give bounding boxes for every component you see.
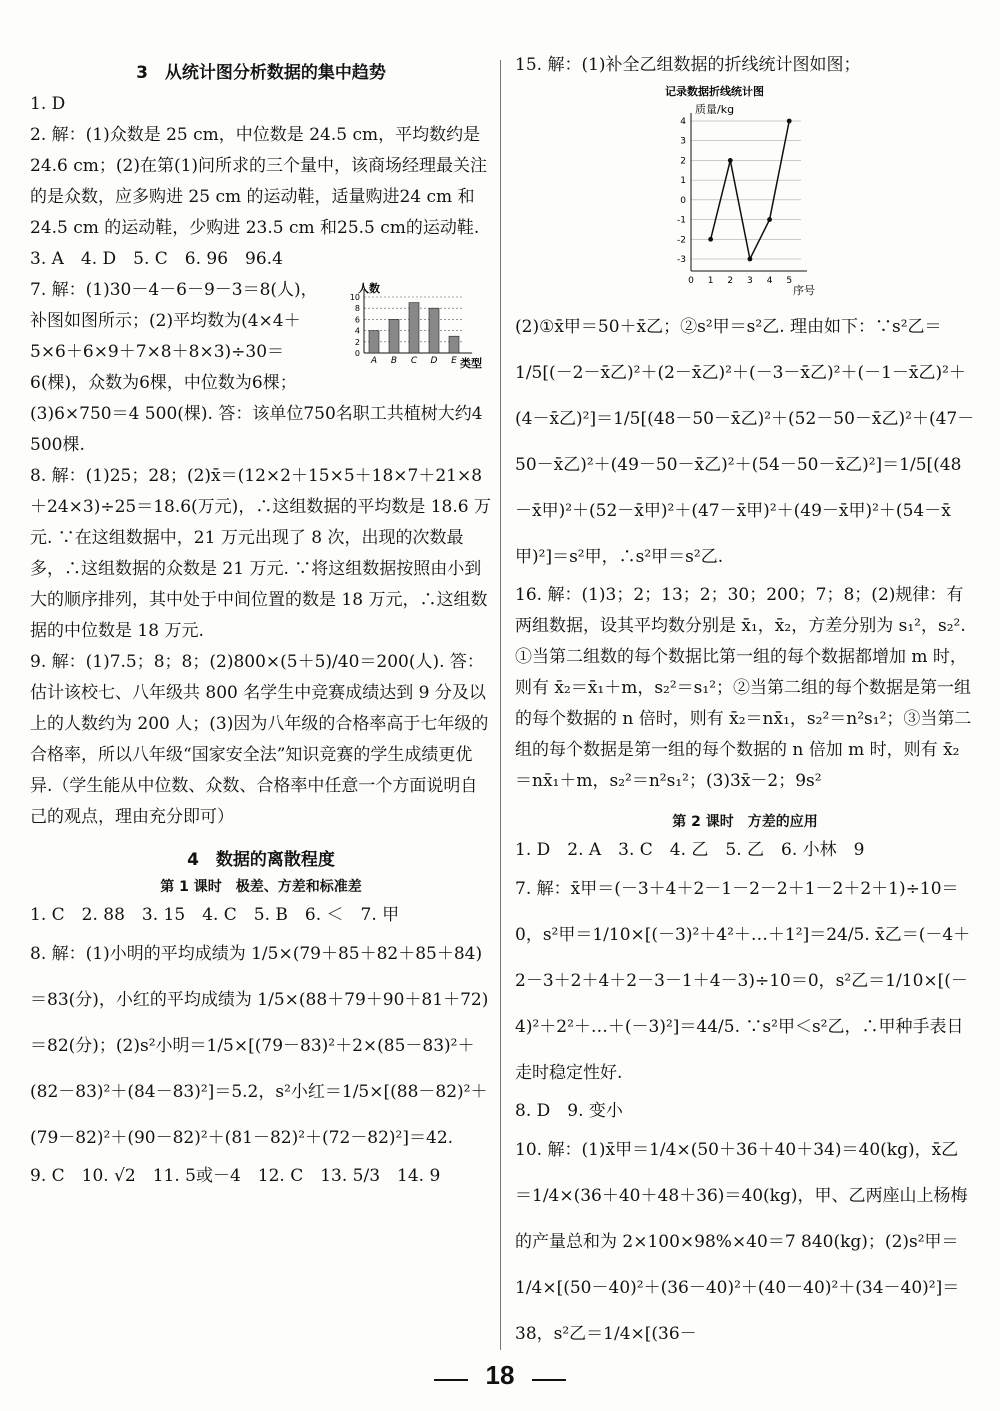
line-chart-point: [748, 257, 753, 262]
line-chart-ylabel: 质量/kg: [695, 103, 735, 116]
bar-chart-category-label: D: [430, 356, 438, 366]
bar-chart-ytick: 6: [354, 315, 360, 325]
line-chart-title: 记录数据折线统计图: [665, 85, 764, 98]
line-chart-point: [728, 158, 733, 163]
answer-1: 1. D: [30, 94, 66, 114]
footer-dash-left: [434, 1379, 468, 1381]
bar-chart-bar: [429, 308, 439, 353]
answer-2: 2. 解：(1)众数是 25 cm，中位数是 24.5 cm，平均数约是 24.6 cm；(2)在第(1)问所求的三个量中，该商场经理最关注的是众数，应多购进 25 cm 的运动鞋，适量购进24 cm 和 24.5 cm 的运动鞋，少购进 23.5 cm 和25.5 cm的运动鞋.: [30, 125, 488, 238]
line-chart-point: [767, 217, 772, 222]
lesson-1-title: 第 1 课时 极差、方差和标准差: [160, 879, 362, 895]
answer-10-lesson2: 10. 解：(1)x̄甲＝1/4×(50＋36＋40＋34)＝40(kg)，x̄乙＝1/4×(36＋40＋48＋36)＝40(kg)，甲、乙两座山上杨梅的产量总和为 2×100×98%×40＝7 840(kg)；(2)s²甲＝1/4×[(50－40)²＋(36－40)²＋(40－40)²＋(34－40)²]＝38，s²乙＝1/4×[(36－: [515, 1140, 968, 1344]
answer-1-6-lesson2: 1. D 2. A 3. C 4. 乙 5. 乙 6. 小林 9: [515, 840, 865, 860]
line-chart-ytick: -2: [677, 235, 686, 246]
line-chart-xtick: 0: [688, 276, 694, 286]
bar-chart-bar: [409, 303, 419, 353]
bar-chart-ytick: 8: [354, 304, 360, 314]
answer-8-lesson1: 8. 解：(1)小明的平均成绩为 1/5×(79＋85＋82＋85＋84)＝83(分)，小红的平均成绩为 1/5×(88＋79＋90＋81＋72)＝82(分)；(2)s²小明＝1/5×[(79－83)²＋2×(85－83)²＋(82－83)²＋(84－83)²]＝5.2，s²小红＝1/5×[(88－82)²＋(79－82)²＋(90－82)²＋(81－82)²＋(72－82)²]＝42.: [30, 944, 489, 1148]
answer-15-part2: (2)①x̄甲＝50＋x̄乙；②s²甲＝s²乙. 理由如下：∵s²乙＝1/5[(－2－x̄乙)²＋(2－x̄乙)²＋(－3－x̄乙)²＋(－1－x̄乙)²＋(4－x̄乙)²]＝1/5[(48－50－x̄乙)²＋(52－50－x̄乙)²＋(47－50－x̄乙)²＋(49－50－x̄乙)²＋(54－50－x̄乙)²]＝1/5[(48－x̄甲)²＋(52－x̄甲)²＋(47－x̄甲)²＋(49－x̄甲)²＋(54－x̄甲)²]＝s²甲，∴s²甲＝s²乙.: [515, 317, 975, 567]
line-chart-series-line: [711, 121, 790, 259]
answer-7-lesson2: 7. 解：x̄甲＝(－3＋4＋2－1－2－2＋1－2＋2＋1)÷10＝0，s²甲＝1/10×[(－3)²＋4²＋…＋1²]＝24/5. x̄乙＝(－4＋2－3＋2＋4＋2－3－1＋4－3)÷10＝0，s²乙＝1/10×[(－4)²＋2²＋…＋(－3)²]＝44/5. ∵s²甲＜s²乙，∴甲种手表日走时稳定性好.: [515, 879, 971, 1083]
page-footer: [0, 1360, 1000, 1391]
answer-7: 7. 解：(1)30－4－6－9－3＝8(人)，补图如图所示；(2)平均数为(4×4＋5×6＋6×9＋7×8＋8×3)÷30＝6(棵)，众数为6棵，中位数为6棵；(3)6×750＝4 500(棵). 答：该单位750名职工共植树大约4 500棵.: [30, 280, 483, 455]
line-chart-ytick: -3: [677, 255, 686, 265]
bar-chart-bar: [389, 319, 399, 353]
bar-chart-bar: [449, 336, 459, 353]
section-4-title: 4 数据的离散程度: [187, 850, 335, 870]
bar-chart-bar: [369, 331, 379, 353]
line-chart-ytick: 3: [680, 136, 686, 147]
bar-chart-ytick: 0: [354, 349, 360, 358]
column-divider: [500, 60, 501, 1350]
line-chart-xtick: 5: [786, 276, 793, 286]
bar-chart-ytick: 2: [354, 337, 360, 347]
bar-chart-category-label: E: [451, 356, 457, 366]
page-number: 18: [485, 1360, 515, 1390]
right-column: [515, 50, 975, 1357]
bar-chart: [342, 279, 492, 371]
answer-9: 9. 解：(1)7.5；8；8；(2)800×(5＋5)/40＝200(人). 答：估计该校七、八年级共 800 名学生中竞赛成绩达到 9 分及以上的人数约为 200 人；(3)因为八年级的合格率高于七年级的合格率，所以八年级“国家安全法”知识竞赛的学生成绩更优异.（学生能从中位数、众数、合格率中任意一个方面说明自己的观点，理由充分即可）: [30, 652, 489, 827]
bar-chart-ylabel: 人数: [358, 282, 380, 295]
answer-1-7-lesson1: 1. C 2. 88 3. 15 4. C 5. B 6. ＜ 7. 甲: [30, 905, 400, 925]
line-chart-ytick: 1: [680, 176, 686, 187]
answer-3-6: 3. A 4. D 5. C 6. 96 96.4: [30, 249, 283, 269]
line-chart: [665, 83, 835, 298]
bar-chart-ytick: 10: [349, 293, 360, 302]
footer-dash-right: [532, 1379, 566, 1381]
answer-16: 16. 解：(1)3；2；13；2；30；200；7；8；(2)规律：有两组数据，设其平均数分别是 x̄₁，x̄₂，方差分别为 s₁²，s₂². ①当第二组数的每个数据比第一组的每个数据都增加 m 时，则有 x̄₂＝x̄₁＋m，s₂²＝s₁²；②当第二组的每个数据是第一组的每个数据的 n 倍时，则有 x̄₂＝nx̄₁，s₂²＝n²s₁²；③当第二组的每个数据是第一组的每个数据的 n 倍加 m 时，则有 x̄₂＝nx̄₁＋m，s₂²＝n²s₁²；(3)3x̄－2；9s²: [515, 585, 972, 791]
answer-9-14-lesson1: 9. C 10. √2 11. 5或－4 12. C 13. 5/3 14. 9: [30, 1166, 441, 1186]
line-chart-ytick: 2: [680, 156, 686, 167]
bar-chart-category-label: B: [390, 356, 398, 366]
left-column: [30, 50, 492, 1192]
bar-chart-category-label: C: [410, 356, 418, 366]
answer-15-intro: 15. 解：(1)补全乙组数据的折线统计图如图；: [515, 55, 861, 75]
bar-chart-xlabel: 类型: [460, 357, 482, 370]
answer-8-9-lesson2: 8. D 9. 变小: [515, 1101, 623, 1121]
line-chart-ytick: -1: [677, 215, 686, 226]
line-chart-xtick: 4: [766, 276, 773, 286]
lesson-2-title: 第 2 课时 方差的应用: [672, 814, 818, 830]
bar-chart-ytick: 4: [354, 326, 360, 336]
line-chart-xlabel: 序号: [793, 284, 815, 297]
bar-chart-category-label: A: [370, 356, 378, 366]
section-3-title: 3 从统计图分析数据的集中趋势: [136, 63, 386, 83]
line-chart-xtick: 3: [747, 276, 753, 286]
line-chart-ytick: 4: [680, 117, 686, 127]
line-chart-xtick: 1: [707, 276, 714, 286]
line-chart-ytick: 0: [680, 195, 686, 206]
line-chart-point: [708, 237, 713, 242]
line-chart-xtick: 2: [727, 276, 734, 286]
line-chart-point: [787, 119, 792, 124]
answer-8: 8. 解：(1)25；28；(2)x̄＝(12×2＋15×5＋18×7＋21×8＋24×3)÷25＝18.6(万元)，∴这组数据的平均数是 18.6 万元. ∵在这组数据中，21 万元出现了 8 次，出现的次数最多，∴这组数据的众数是 21 万元. ∵将这组数据按照由小到大的顺序排列，其中处于中间位置的数是 18 万元，∴这组数据的中位数是 18 万元.: [30, 466, 491, 641]
